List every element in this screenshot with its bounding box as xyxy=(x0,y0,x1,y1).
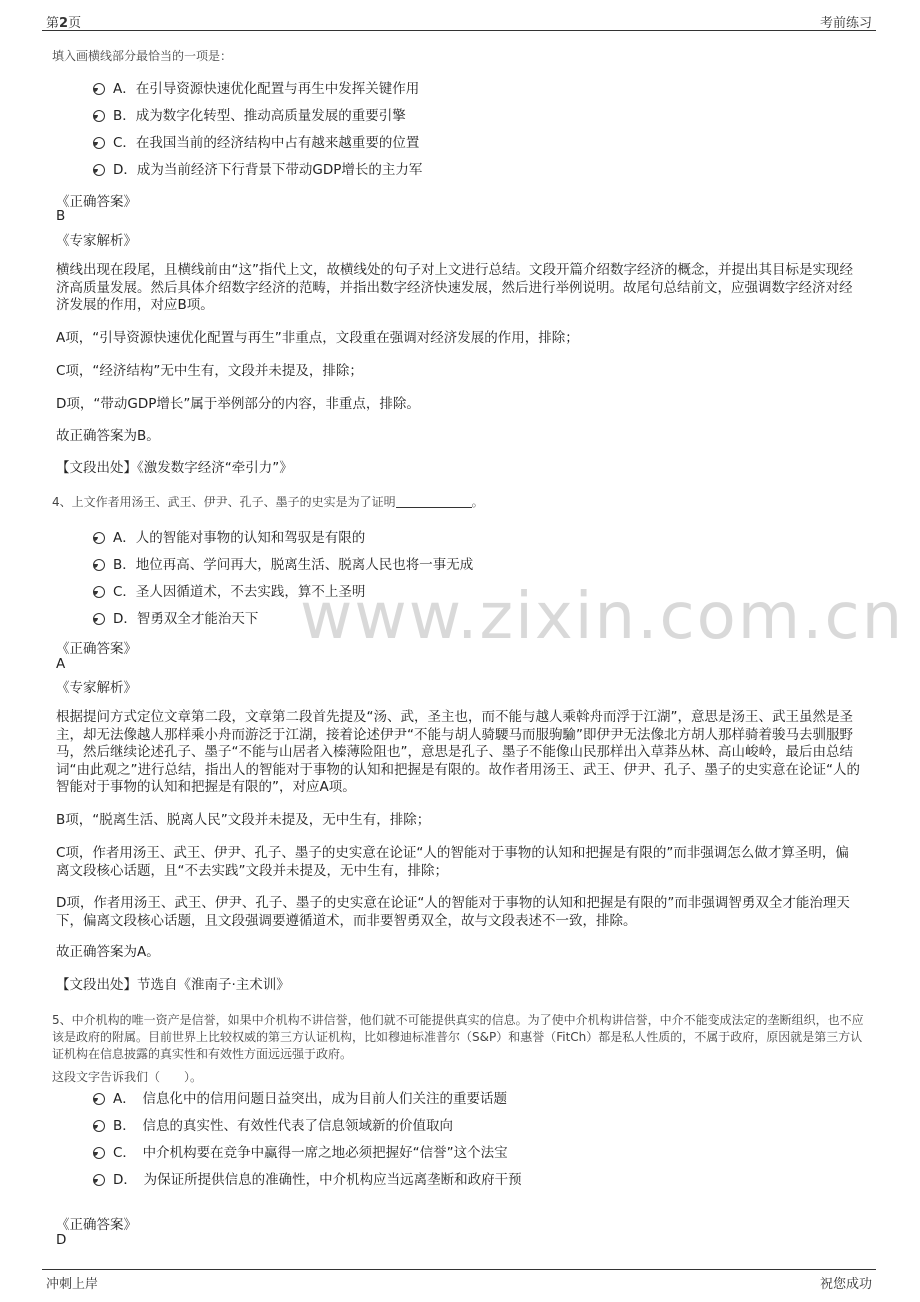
q5-prompt: 5、中介机构的唯一资产是信誉，如果中介机构不讲信誉，他们就不可能提供真实的信息。为了使中介机构讲信誉，中介不能变成法定的垄断组织，也不应该是政府的附属。目前世界上比较权威的第三方认证机构，比如穆迪标准普尔（S&P）和惠誉（FitCh）都是私人性质的，不属于政府，原因就是第三方认证机构在信息披露的真实性和有效性方面远远强于政府。 xyxy=(52,1013,864,1061)
radio-icon[interactable] xyxy=(93,1147,105,1159)
q3-option-d[interactable] xyxy=(93,160,422,180)
page-suffix: 页 xyxy=(68,16,82,31)
q4-source: 【文段出处】节选自《淮南子·主术训》 xyxy=(56,977,290,993)
page-number xyxy=(46,12,81,31)
q4-analysis-label: 《专家解析》 xyxy=(56,680,137,696)
radio-icon[interactable] xyxy=(93,83,105,95)
radio-icon[interactable] xyxy=(93,1120,105,1132)
watermark: www.zixin.com.cn xyxy=(300,580,905,654)
page-header xyxy=(42,12,876,31)
footer-right: 祝您成功 xyxy=(819,1277,872,1292)
q4-prompt xyxy=(52,494,857,511)
q3-analysis-label: 《专家解析》 xyxy=(56,233,137,249)
q5-option-c[interactable] xyxy=(93,1143,508,1163)
q3-analysis-para: 横线出现在段尾，且横线前由“这”指代上文，故横线处的句子对上文进行总结。文段开篇介绍数字经济的概念，并提出其目标是实现经济高质量发展。然后具体介绍数字经济的范畴，并指出数字经济快速发展，然后进行举例说明。故尾句总结前文，应强调数字经济对经济发展的作用，对应B项。 xyxy=(56,262,853,313)
option-label: C． 中介机构要在竞争中赢得一席之地必须把握好“信誉”这个法宝 xyxy=(113,1145,508,1161)
radio-icon[interactable] xyxy=(93,137,105,149)
option-label: B． 信息的真实性、有效性代表了信息领域新的价值取向 xyxy=(113,1118,454,1134)
option-label: B．成为数字化转型、推动高质量发展的重要引擎 xyxy=(113,108,406,124)
page-num: 2 xyxy=(59,16,69,31)
q5-answer: D xyxy=(56,1232,67,1248)
q4-option-b[interactable] xyxy=(93,555,473,575)
q3-analysis-a: A项，“引导资源快速优化配置与再生”非重点，文段重在强调对经济发展的作用，排除； xyxy=(56,330,579,346)
radio-icon[interactable] xyxy=(93,110,105,122)
radio-icon[interactable] xyxy=(93,1093,105,1105)
q3-answer: B xyxy=(56,208,66,224)
option-label: C．圣人因循道术，不去实践，算不上圣明 xyxy=(113,584,366,600)
q3-option-b[interactable] xyxy=(93,106,406,126)
q3-analysis-d: D项，“带动GDP增长”属于举例部分的内容，非重点，排除。 xyxy=(56,396,420,412)
footer-left: 冲刺上岸 xyxy=(46,1277,99,1292)
q4-analysis-para: 根据提问方式定位文章第二段，文章第二段首先提及“汤、武，圣主也，而不能与越人乘斡舟而浮于江湖”，意思是汤王、武王虽然是圣主，却无法像越人那样乘小舟而游泛于江湖，接着论述伊尹“不能与胡人骑騕马而服驹騟”即伊尹无法像北方胡人那样骑着骏马去驯服野马，然后继续论述孔子、墨子“不能与山居者入榛薄险阻也”，意思是孔子、墨子不能像山民那样出入草莽丛林、高山峻岭，最后由总结词“由此观之”进行总结，指出人的智能对于事物的认知和把握是有限的。故作者用汤王、武王、伊尹、孔子、墨子的史实意在论证“人的智能对于事物的认知和把握是有限的”，对应A项。 xyxy=(56,709,860,795)
q4-prompt-text: 4、上文作者用汤王、武王、伊尹、孔子、墨子的史实是为了证明 xyxy=(52,495,396,509)
option-label: B．地位再高、学问再大，脱离生活、脱离人民也将一事无成 xyxy=(113,557,474,573)
q4-option-d[interactable] xyxy=(93,609,258,629)
q5-answer-label: 《正确答案》 xyxy=(56,1217,137,1233)
option-label: A．人的智能对事物的认知和驾驭是有限的 xyxy=(113,530,366,546)
radio-icon[interactable] xyxy=(93,532,105,544)
option-label: A．在引导资源快速优化配置与再生中发挥关键作用 xyxy=(113,81,420,97)
option-label: A． 信息化中的信用问题日益突出，成为目前人们关注的重要话题 xyxy=(113,1091,507,1107)
q4-prompt-end: 。 xyxy=(471,495,484,509)
option-label: C．在我国当前的经济结构中占有越来越重要的位置 xyxy=(113,135,420,151)
option-label: D．智勇双全才能治天下 xyxy=(113,611,259,627)
q3-conclusion: 故正确答案为B。 xyxy=(56,428,160,444)
q4-conclusion: 故正确答案为A。 xyxy=(56,944,160,960)
q4-answer: A xyxy=(56,656,66,672)
q5-option-a[interactable] xyxy=(93,1089,507,1109)
q4-analysis-c: C项，作者用汤王、武王、伊尹、孔子、墨子的史实意在论证“人的智能对于事物的认知和把握是有限的”而非强调怎么做才算圣明，偏离文段核心话题，且“不去实践”文段并未提及，无中生有，排除； xyxy=(56,845,849,879)
q3-answer-label: 《正确答案》 xyxy=(56,194,137,210)
option-label: D．成为当前经济下行背景下带动GDP增长的主力军 xyxy=(113,162,423,178)
q3-prompt: 填入画横线部分最恰当的一项是： xyxy=(52,49,233,63)
option-label: D． 为保证所提供信息的准确性，中介机构应当远离垄断和政府干预 xyxy=(113,1172,522,1188)
q4-analysis-b: B项，“脱离生活、脱离人民”文段并未提及，无中生有，排除； xyxy=(56,812,431,828)
q4-analysis-d: D项，作者用汤王、武王、伊尹、孔子、墨子的史实意在论证“人的智能对于事物的认知和把握是有限的”而非强调智勇双全才能治理天下，偏离文段核心话题，且文段强调要遵循道术，而非要智勇双全，故与文段表述不一致，排除。 xyxy=(56,895,850,929)
q5-option-b[interactable] xyxy=(93,1116,453,1136)
q3-source: 【文段出处】《激发数字经济“牵引力”》 xyxy=(56,460,293,476)
q3-analysis-c: C项，“经济结构”无中生有，文段并未提及，排除； xyxy=(56,363,363,379)
page-footer xyxy=(42,1269,876,1294)
q5-sub-prompt: 这段文字告诉我们（ ）。 xyxy=(52,1070,203,1084)
q4-option-c[interactable] xyxy=(93,582,365,602)
q5-option-d[interactable] xyxy=(93,1170,522,1190)
q4-answer-label: 《正确答案》 xyxy=(56,641,137,657)
radio-icon[interactable] xyxy=(93,164,105,176)
radio-icon[interactable] xyxy=(93,1174,105,1186)
header-title: 考前练习 xyxy=(819,16,872,31)
page-prefix: 第 xyxy=(46,16,60,31)
radio-icon[interactable] xyxy=(93,559,105,571)
answer-blank xyxy=(396,495,472,508)
radio-icon[interactable] xyxy=(93,586,105,598)
radio-icon[interactable] xyxy=(93,613,105,625)
q3-option-a[interactable] xyxy=(93,79,419,99)
q4-option-a[interactable] xyxy=(93,528,365,548)
q3-option-c[interactable] xyxy=(93,133,419,153)
